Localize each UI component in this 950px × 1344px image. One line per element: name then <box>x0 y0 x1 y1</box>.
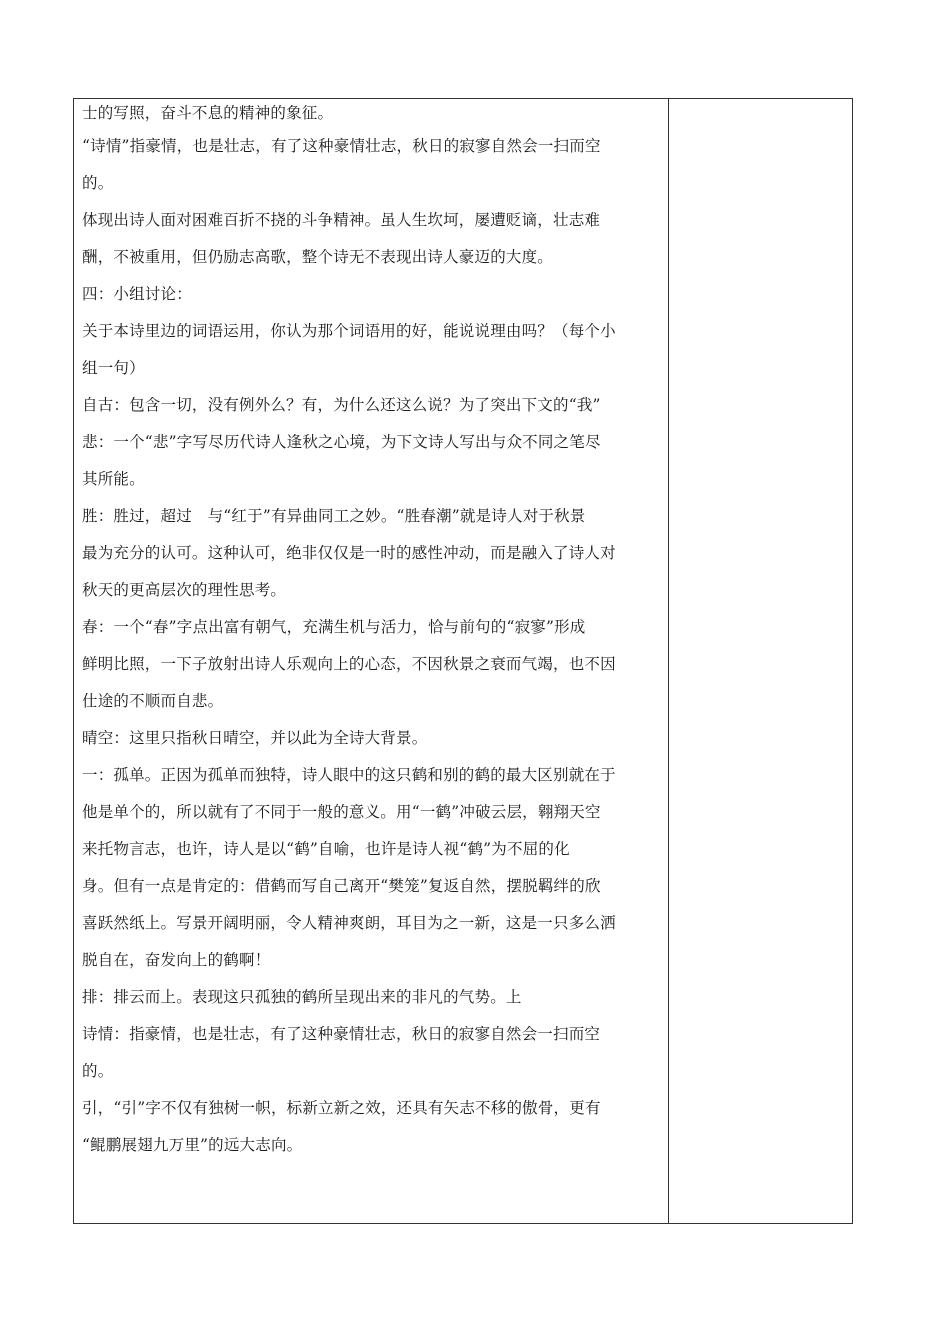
text-line: 自古：包含一切，没有例外么？有，为什么还这么说？为了突出下文的“我” <box>82 396 601 414</box>
text-line: 士的写照，奋斗不息的精神的象征。 <box>82 104 334 122</box>
text-line: “诗情”指豪情，也是壮志，有了这种豪情壮志，秋日的寂寥自然会一扫而空 <box>82 137 601 155</box>
section-heading: 四：小组讨论： <box>82 285 192 303</box>
text-line: 排：排云而上。表现这只孤独的鹤所呈现出来的非凡的气势。上 <box>82 988 522 1006</box>
text-line: 最为充分的认可。这种认可，绝非仅仅是一时的感性冲动，而是融入了诗人对 <box>82 544 616 562</box>
main-content-cell <box>82 99 662 1223</box>
text-line: 的。 <box>82 174 114 192</box>
text-line: “鲲鹏展翅九万里”的远大志向。 <box>82 1136 303 1154</box>
text-line: 组一句） <box>82 359 145 377</box>
text-line: 诗情：指豪情，也是壮志，有了这种豪情壮志，秋日的寂寥自然会一扫而空 <box>82 1025 601 1043</box>
text-line: 酬，不被重用，但仍励志高歌，整个诗无不表现出诗人豪迈的大度。 <box>82 248 554 266</box>
text-line: 关于本诗里边的词语运用，你认为那个词语用的好，能说说理由吗？（每个小 <box>82 322 616 340</box>
text-line: 晴空：这里只指秋日晴空，并以此为全诗大背景。 <box>82 729 428 747</box>
text-line: 秋天的更高层次的理性思考。 <box>82 581 287 599</box>
text-line: 来托物言志，也许，诗人是以“鹤”自喻，也许是诗人视“鹤”为不屈的化 <box>82 840 570 858</box>
notes-cell <box>670 99 852 1223</box>
text-line: 鲜明比照，一下子放射出诗人乐观向上的心态，不因秋景之衰而气竭，也不因 <box>82 655 616 673</box>
text-line: 他是单个的，所以就有了不同于一般的意义。用“一鹤”冲破云层，翱翔天空 <box>82 803 601 821</box>
text-line: 其所能。 <box>82 470 145 488</box>
text-line: 仕途的不顺而自悲。 <box>82 692 224 710</box>
text-line: 胜：胜过，超过 与“红于”有异曲同工之妙。“胜春潮”就是诗人对于秋景 <box>82 507 586 525</box>
text-line: 喜跃然纸上。写景开阔明丽，令人精神爽朗，耳目为之一新，这是一只多么洒 <box>82 914 616 932</box>
text-line: 春：一个“春”字点出富有朝气，充满生机与活力，恰与前句的“寂寥”形成 <box>82 618 586 636</box>
text-line: 脱自在，奋发向上的鹤啊！ <box>82 951 271 969</box>
document-table <box>73 98 853 1224</box>
text-line: 悲：一个“悲”字写尽历代诗人逢秋之心境，为下文诗人写出与众不同之笔尽 <box>82 433 601 451</box>
text-line: 体现出诗人面对困难百折不挠的斗争精神。虽人生坎坷，屡遭贬谪，壮志难 <box>82 211 601 229</box>
text-line: 一：孤单。正因为孤单而独特，诗人眼中的这只鹤和别的鹤的最大区别就在于 <box>82 766 616 784</box>
column-divider <box>668 99 669 1223</box>
text-line: 引，“引”字不仅有独树一帜，标新立新之效，还具有矢志不移的傲骨，更有 <box>82 1099 601 1117</box>
text-line: 的。 <box>82 1062 114 1080</box>
text-line: 身。但有一点是肯定的：借鹤而写自己离开“樊笼”复返自然，摆脱羁绊的欣 <box>82 877 601 895</box>
